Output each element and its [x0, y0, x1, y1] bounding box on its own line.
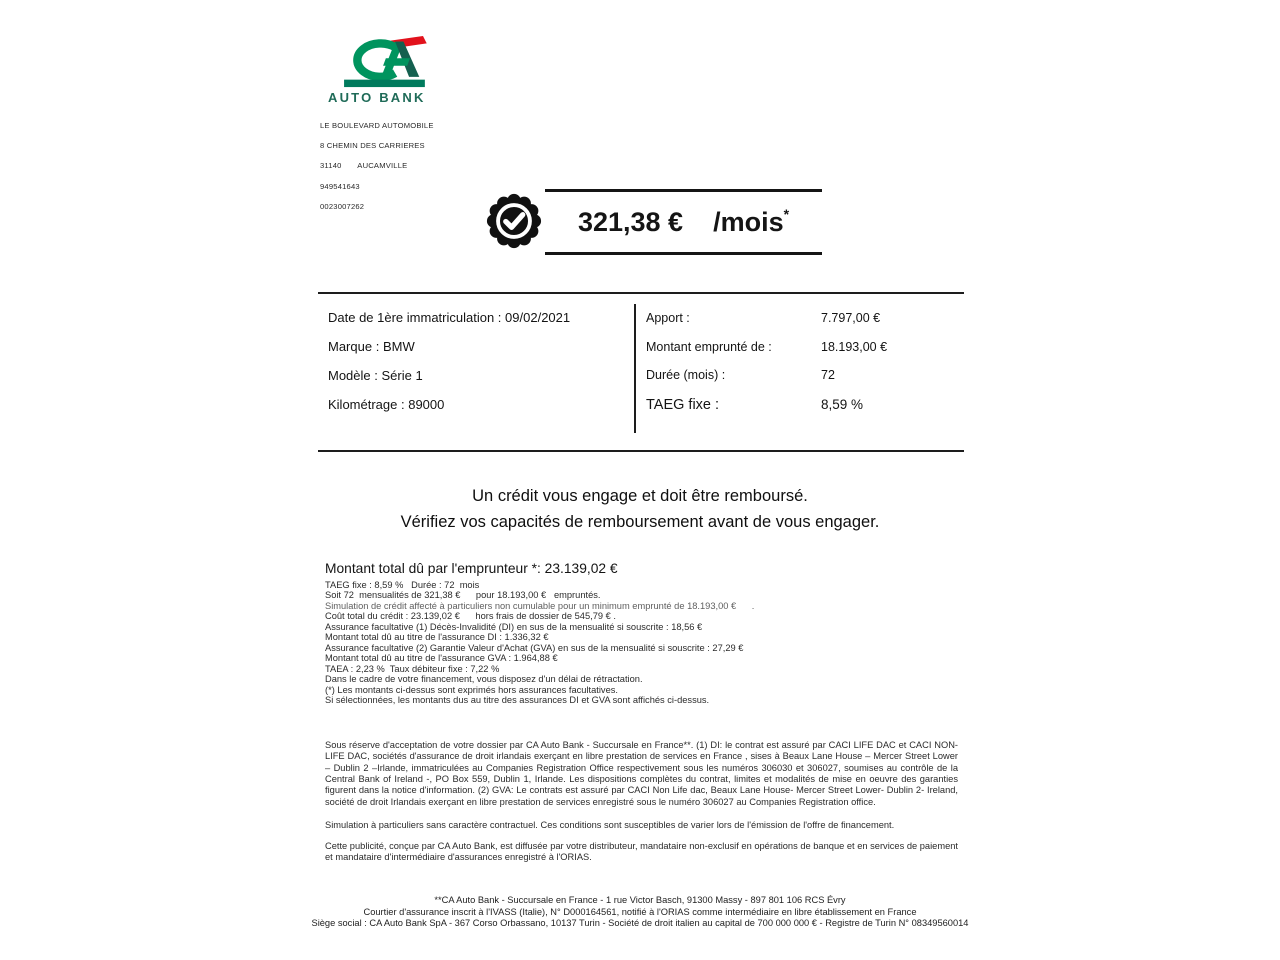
price-asterisk: * — [783, 205, 790, 222]
row-label: TAEG fixe : — [646, 396, 720, 413]
row-value: Série 1 — [381, 368, 423, 383]
summary-line: (*) Les montants ci-dessus sont exprimés hors assurances facultatives. — [325, 684, 618, 695]
footer-line-head-office: Siège social : CA Auto Bank SpA - 367 Corso Orbassano, 10137 Turin - Société de droit italien au capital de 700 000 000 € - Registre de Turin N° 08349560014 — [311, 918, 969, 929]
row-label: Marque : — [328, 339, 380, 354]
row-label: Durée (mois) : — [646, 368, 726, 382]
vehicle-row-mileage — [328, 397, 634, 426]
vehicle-details — [318, 294, 634, 450]
row-label: Modèle : — [328, 368, 378, 383]
financing-summary — [325, 561, 973, 705]
total-due-title: Montant total dû par l'emprunteur *: 23.139,02 € — [325, 561, 618, 576]
financing-row-taeg — [646, 397, 964, 426]
warning-line-2: Vérifiez vos capacités de remboursement avant de vous engager. — [400, 513, 880, 531]
check-seal-icon — [485, 192, 543, 250]
row-label: Date de 1ère immatriculation : — [328, 310, 502, 325]
price-period — [713, 207, 789, 238]
financing-details — [636, 294, 964, 450]
dealer-code: 0023007262 — [320, 201, 365, 211]
summary-line: TAEA : 2,23 % Taux débiteur fixe : 7,22 % — [325, 663, 500, 674]
brand-logo — [328, 36, 438, 105]
row-value: 8,59 % — [821, 396, 864, 412]
summary-line: Soit 72 mensualités de 321,38 € pour 18.193,00 € empruntés. — [325, 590, 601, 601]
summary-line: Simulation de crédit affecté à particuliers non cumulable pour un minimum emprunté de 18.193,00 € . — [325, 600, 755, 611]
row-value: BMW — [382, 339, 415, 354]
legal-paragraph-advert: Cette publicité, conçue par CA Auto Bank, est diffusée par votre distributeur, mandataire non-exclusif en opérations de banque et en services de paiement et mandataire d'intermédiaire d'assurances enregistré à l'ORIAS. — [325, 841, 958, 862]
dealer-siren: 949541643 — [320, 181, 360, 191]
vehicle-row-registration-date — [328, 310, 634, 339]
summary-line: Dans le cadre de votre financement, vous disposez d'un délai de rétractation. — [325, 674, 643, 685]
financing-row-duration — [646, 368, 964, 397]
row-value: 72 — [821, 368, 835, 382]
footer-line-broker: Courtier d'assurance inscrit à l'IVASS (Italie), N° D000164561, notifié à l'ORIAS comme intermédiaire en libre établissement en France — [363, 906, 917, 917]
legal-paragraph-insurers: Sous réserve d'acceptation de votre dossier par CA Auto Bank - Succursale en France**. (1) DI: le contrat est assuré par CACI LIFE DAC et CACI NON-LIFE DAC, sociétés d'assurance de droit irlandais exerçant en libre prestation de services en France , sises à Beaux Lane House – Mercer Street Lower – Dublin 2 –Irlande, immatriculées au Companies Registration Office respectivement sous les numéros 306030 et 306027, soumises au contrôle de la Central Bank of Ireland -, PO Box 559, Dublin 1, Irlande. Les dispositions complètes du contrat, limites et modalités de mise en oeuvre des garanties figurent dans la notice d'information. (2) GVA: Le contrats est assuré par CACI Non Life dac, Beaux Lane House- Mercer Street Lower- Dublin 2- Ireland, société de droit Irlandais exerçant en libre prestation de services enregistré sous le numéro 306027 au Companies Registration office. — [325, 740, 958, 807]
monthly-amount: 321,38 € — [577, 206, 684, 237]
footer-line-branch: **CA Auto Bank - Succursale en France - 1 rue Victor Basch, 91300 Massy - 897 801 106 RCS Évry — [434, 895, 846, 905]
row-label: Montant emprunté de : — [646, 339, 772, 354]
financing-row-down-payment — [646, 311, 964, 340]
legal-paragraph-simulation: Simulation à particuliers sans caractère contractuel. Ces conditions sont susceptibles de varier lors de l'émission de l'offre de financement. — [325, 820, 895, 830]
vehicle-row-model — [328, 368, 634, 397]
row-value: 09/02/2021 — [505, 310, 571, 325]
vehicle-row-make — [328, 339, 634, 368]
row-value: 7.797,00 € — [821, 311, 881, 325]
dealer-city: 31140 AUCAMVILLE — [320, 161, 408, 171]
monthly-price-banner — [545, 189, 822, 255]
row-value: 18.193,00 € — [821, 339, 888, 354]
ca-monogram-icon — [336, 36, 432, 88]
summary-line: Coût total du crédit : 23.139,02 € hors frais de dossier de 545,79 € . — [325, 611, 616, 622]
company-footer — [0, 895, 1280, 930]
summary-line: Montant total dû au titre de l'assurance GVA : 1.964,88 € — [325, 653, 558, 664]
credit-warning — [0, 483, 1280, 535]
row-label: Apport : — [646, 311, 690, 325]
row-value: 89000 — [408, 397, 445, 412]
summary-line: Montant total dû au titre de l'assurance DI : 1.336,32 € — [325, 632, 549, 643]
dealer-street: 8 CHEMIN DES CARRIERES — [320, 141, 425, 151]
brand-wordmark: AUTO BANK — [328, 90, 426, 105]
summary-line: TAEG fixe : 8,59 % Durée : 72 mois — [325, 580, 480, 590]
dealer-name: LE BOULEVARD AUTOMOBILE — [320, 121, 434, 130]
financing-row-borrowed-amount — [646, 340, 964, 369]
summary-line: Assurance facultative (2) Garantie Valeur d'Achat (GVA) en sus de la mensualité si souscrite : 27,29 € — [325, 642, 744, 653]
summary-line: Si sélectionnées, les montants dus au titre des assurances DI et GVA sont affichés ci-dessus. — [325, 694, 710, 705]
warning-line-1: Un crédit vous engage et doit être remboursé. — [472, 487, 808, 505]
period-label: /mois — [713, 206, 784, 237]
row-label: Kilométrage : — [328, 397, 405, 412]
summary-line: Assurance facultative (1) Décès-Invalidité (DI) en sus de la mensualité si souscrite : 18,56 € — [325, 621, 703, 632]
dealer-address-block — [320, 116, 434, 217]
offer-details-panel — [318, 292, 964, 452]
